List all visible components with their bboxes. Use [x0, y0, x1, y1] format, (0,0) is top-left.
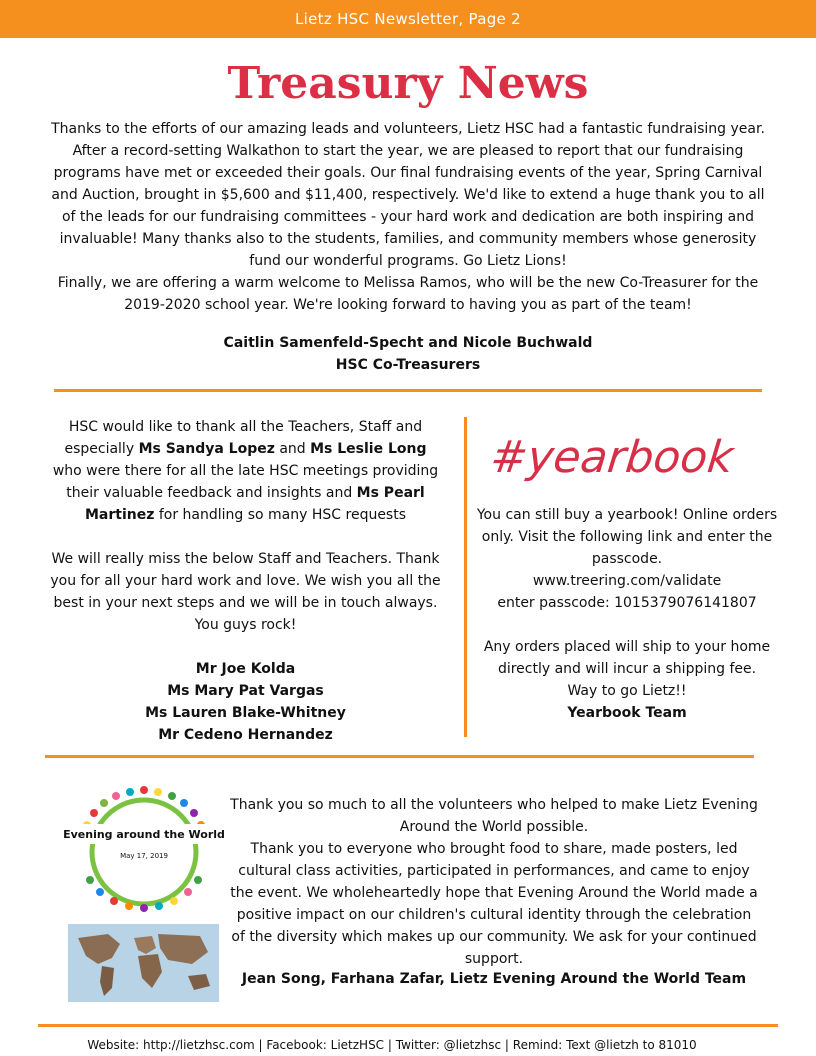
divider-bottom [38, 1024, 778, 1027]
column-divider [464, 417, 467, 737]
farewell-paragraph: We will really miss the below Staff and Teachers. Thank you for all your hard work and love. We wish you all the best in your next steps and we will be in touch always. You guys rock! [50, 551, 441, 633]
treasury-paragraph-2: Finally, we are offering a warm welcome to Melissa Ramos, who will be the new Co-Treasurer for the 2019-2020 school year. We're looking forward to having you as part of the team! [57, 275, 759, 313]
divider-middle [45, 755, 754, 758]
logo-date: May 17, 2019 [120, 852, 168, 860]
evening-world-text [228, 794, 760, 970]
treasury-paragraph-1: Thanks to the efforts of our amazing leads and volunteers, Lietz HSC had a fantastic fundraising year. After a record-setting Walkathon to start the year, we are pleased to report that our fundraising programs have met or exceeded their goals. Our final fundraising events of the year, Spring Carnival and Auction, brought in $5,600 and $11,400, respectively. We'd like to extend a huge thank you to all of the leads for our fundraising committees - your hard work and dedication are both inspiring and invaluable! Many thanks also to the students, families, and community members whose generosity fund our wonderful programs. Go Lietz Lions! [51, 121, 765, 269]
staff-thanks-text-b: and [274, 441, 311, 457]
farewell-name: Ms Lauren Blake-Whitney [145, 705, 346, 721]
treasury-signature-role: HSC Co-Treasurers [335, 357, 481, 373]
farewell-name: Mr Joe Kolda [195, 661, 296, 677]
world-map-photo [68, 924, 219, 1002]
header-text: Lietz HSC Newsletter, Page 2 [295, 10, 521, 28]
evening-world-text-1: Thank you so much to all the volunteers who helped to make Lietz Evening Around the World possible. [230, 797, 758, 835]
logo-title: Evening around the World [63, 828, 225, 841]
staff-thanks-section [48, 416, 443, 636]
treasury-signature-names: Caitlin Samenfeld-Specht and Nicole Buchwald [223, 335, 593, 351]
footer-contact: Website: http://lietzhsc.com | Facebook: LietzHSC | Twitter: @lietzhsc | Remind: Text @lietzh to 81010 [87, 1038, 697, 1052]
evening-world-logo [62, 780, 226, 916]
yearbook-team: Yearbook Team [567, 705, 687, 721]
staff-thanks-text-d: for handling so many HSC requests [154, 507, 407, 523]
yearbook-section [474, 504, 780, 724]
evening-world-text-2: Thank you to everyone who brought food to share, made posters, led cultural class activities, participated in performances, and came to enjoy the event. We wholeheartedly hope that Evening Around the World made a positive impact on our children's cultural identity through the celebration of the diversity which makes up our community. We ask for your continued support. [230, 841, 758, 967]
farewell-name: Ms Mary Pat Vargas [167, 683, 324, 699]
divider-top [54, 389, 762, 392]
staff-thanks-text-a: HSC would like to thank all the Teachers, Staff and especially [64, 419, 423, 457]
evening-world-signature: Jean Song, Farhana Zafar, Lietz Evening Around the World Team [241, 971, 747, 987]
treasury-body [46, 118, 770, 316]
yearbook-line-3: Way to go Lietz!! [567, 683, 687, 699]
yearbook-line-2: Any orders placed will ship to your home directly and will incur a shipping fee. [483, 639, 771, 677]
staff-name-2: Ms Leslie Long [310, 441, 427, 457]
farewell-name: Mr Cedeno Hernandez [158, 727, 333, 743]
staff-name-1: Ms Sandya Lopez [138, 441, 275, 457]
yearbook-link[interactable]: www.treering.com/validate [532, 573, 722, 589]
treasury-title: Treasury News [227, 58, 589, 109]
yearbook-logo [488, 418, 736, 494]
staff-thanks-paragraph [48, 416, 443, 526]
yearbook-passcode: enter passcode: 1015379076141807 [497, 595, 757, 611]
people-figures-icon [83, 786, 205, 912]
newsletter-header-bar [0, 0, 816, 38]
yearbook-logo-text: #yearbook [488, 432, 736, 483]
staff-thanks-text-c: who were there for all the late HSC meetings providing their valuable feedback and insights and [52, 463, 439, 501]
farewell-names-list [48, 658, 443, 746]
staff-name-3: Ms Pearl Martinez [84, 485, 425, 523]
yearbook-line-1: You can still buy a yearbook! Online orders only. Visit the following link and enter the passcode. [476, 507, 778, 567]
